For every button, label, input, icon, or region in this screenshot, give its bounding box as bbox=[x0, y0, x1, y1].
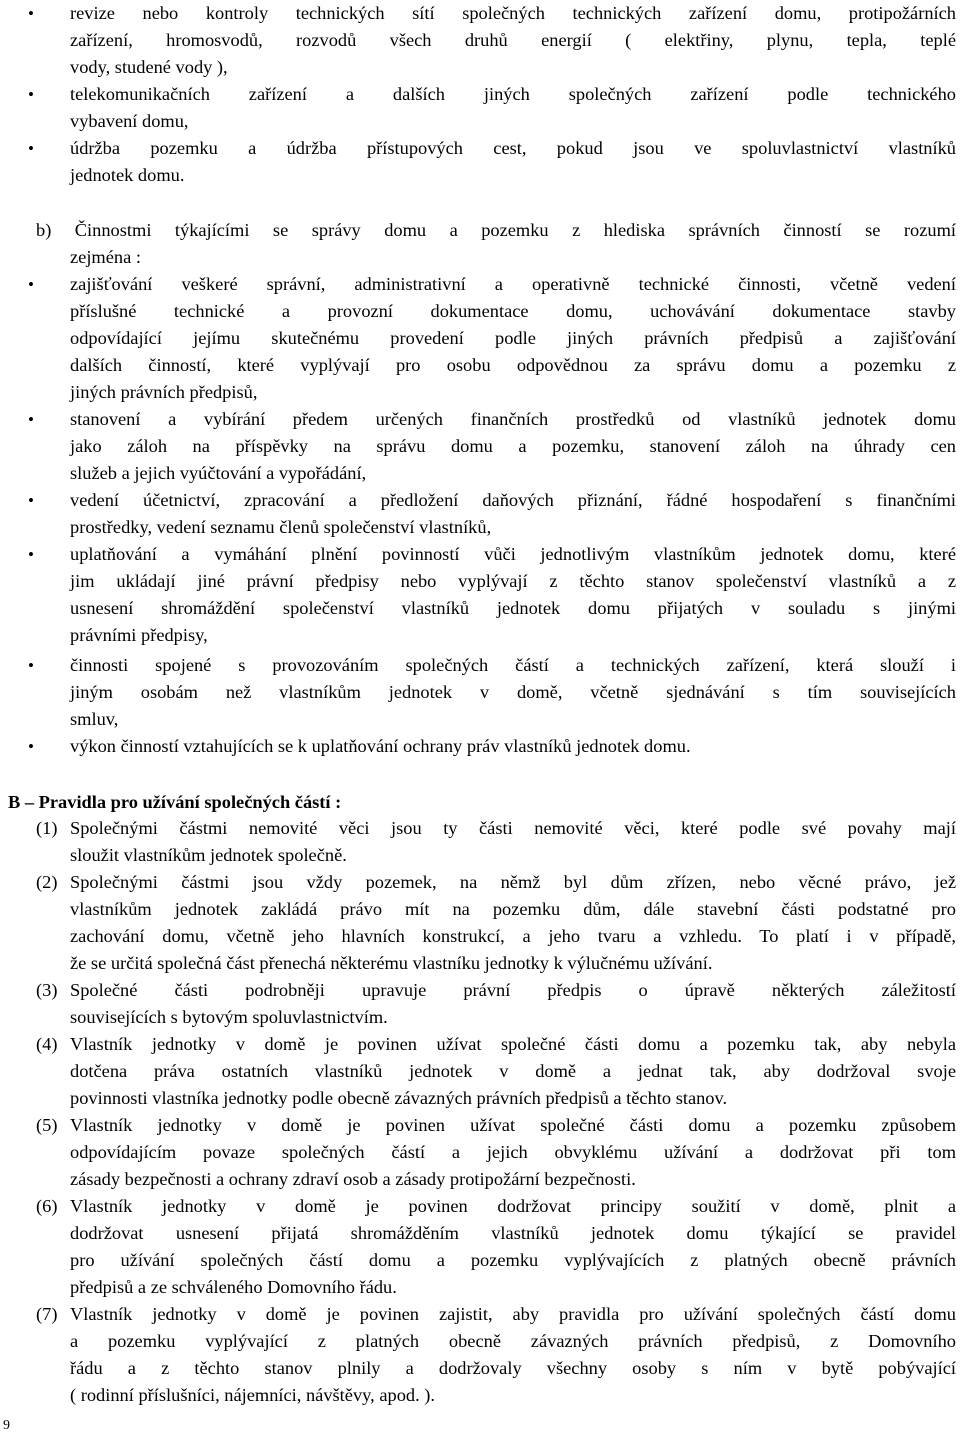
numbered-item-line: sloužit vlastníkům jednotek společně. bbox=[70, 845, 347, 865]
list-item-line: údržba pozemku a údržba přístupových cest, pokud jsou ve spoluvlastnictví vlastníků bbox=[70, 138, 956, 158]
list-item-line: odpovídající jejímu skutečnému provedení podle jiných právních předpisů a zajišťování bbox=[70, 328, 956, 348]
numbered-item-line: zásady bezpečnosti a ochrany zdraví osob a zásady protipožární bezpečnosti. bbox=[70, 1169, 636, 1189]
numbered-item-line: řádu a z těchto stanov plnily a dodržovaly všechny osoby s ním v bytě pobývající bbox=[70, 1358, 956, 1378]
numbered-item-line: pro užívání společných částí domu a pozemku vyplývajících z platných obecně právních bbox=[70, 1250, 956, 1270]
list-item-line: zajišťování veškeré správní, administrativní a operativně technické činnosti, včetně vedení bbox=[70, 274, 956, 294]
list-item-line: jako záloh na příspěvky na správu domu a pozemku, stanovení záloh na úhrady cen bbox=[70, 436, 956, 456]
list-item-line: právními předpisy, bbox=[70, 625, 208, 645]
numbered-item-line: dotčena práva ostatních vlastníků jednotek v domě a jednat tak, aby dodržoval svoje bbox=[70, 1061, 956, 1081]
bullet-icon: • bbox=[28, 656, 34, 675]
bullet-icon: • bbox=[28, 139, 34, 158]
list-item-line: smluv, bbox=[70, 709, 119, 729]
numbered-item-line: Společné části podrobněji upravuje právní předpis o úpravě některých záležitostí bbox=[70, 980, 956, 1000]
numbered-item-line: zachování domu, včetně jeho hlavních konstrukcí, a jeho tvaru a vzhledu. To platí i v případě, bbox=[70, 926, 956, 946]
item-number: (2) bbox=[36, 872, 58, 892]
numbered-item-line: Společnými částmi nemovité věci jsou ty části nemovité věci, které podle své povahy mají bbox=[70, 818, 956, 838]
list-item-line: jiným osobám než vlastníkům jednotek v domě, včetně sjednávání s tím souvisejících bbox=[70, 682, 956, 702]
section-intro: b) Činnostmi týkajícími se správy domu a pozemku z hlediska správních činností se rozumí bbox=[36, 220, 956, 240]
numbered-item-line: Vlastník jednotky v domě je povinen dodržovat principy soužití v domě, plnit a bbox=[70, 1196, 956, 1216]
list-item-line: revize nebo kontroly technických sítí společných technických zařízení domu, protipožárních bbox=[70, 3, 956, 23]
list-item-line: příslušné technické a provozní dokumentace domu, uchovávání dokumentace stavby bbox=[70, 301, 956, 321]
page-number: 9 bbox=[3, 1418, 10, 1433]
item-number: (6) bbox=[36, 1196, 58, 1216]
list-item-line: vedení účetnictví, zpracování a předložení daňových přiznání, řádné hospodaření s finančními bbox=[70, 490, 956, 510]
bullet-icon: • bbox=[28, 545, 34, 564]
list-item-line: činnosti spojené s provozováním společných částí a technických zařízení, která slouží i bbox=[70, 655, 956, 675]
bullet-icon: • bbox=[28, 410, 34, 429]
list-item-line: telekomunikačních zařízení a dalších jiných společných zařízení podle technického bbox=[70, 84, 956, 104]
bullet-icon: • bbox=[28, 491, 34, 510]
numbered-item-line: Vlastník jednotky v domě je povinen užívat společné části domu a pozemku způsobem bbox=[70, 1115, 956, 1135]
list-item-line: výkon činností vztahujících se k uplatňování ochrany práv vlastníků jednotek domu. bbox=[70, 736, 691, 756]
item-number: (5) bbox=[36, 1115, 58, 1135]
list-item-line: prostředky, vedení seznamu členů společenství vlastníků, bbox=[70, 517, 492, 537]
numbered-item-line: ( rodinní příslušníci, nájemníci, návštěvy, apod. ). bbox=[70, 1385, 436, 1405]
item-number: (1) bbox=[36, 818, 58, 838]
list-item-line: vybavení domu, bbox=[70, 111, 189, 131]
numbered-item-line: předpisů a ze schváleného Domovního řádu. bbox=[70, 1277, 397, 1297]
bullet-icon: • bbox=[28, 85, 34, 104]
item-number: (7) bbox=[36, 1304, 58, 1324]
list-item-line: jednotek domu. bbox=[70, 165, 185, 185]
list-item-line: stanovení a vybírání předem určených finančních prostředků od vlastníků jednotek domu bbox=[70, 409, 956, 429]
numbered-item-line: dodržovat usnesení přijatá shromážděním vlastníků jednotek domu týkající se pravidel bbox=[70, 1223, 956, 1243]
list-item-line: zařízení, hromosvodů, rozvodů všech druhů energií ( elektřiny, plynu, tepla, teplé bbox=[70, 30, 956, 50]
list-item-line: usnesení shromáždění společenství vlastníků jednotek domu přijatých v souladu s jinými bbox=[70, 598, 956, 618]
item-number: (4) bbox=[36, 1034, 58, 1054]
numbered-item-line: souvisejících s bytovým spoluvlastnictvím. bbox=[70, 1007, 388, 1027]
section-heading: B – Pravidla pro užívání společných částí : bbox=[8, 792, 342, 812]
numbered-item-line: odpovídajícím povaze společných částí a jejich obvyklému užívání a dodržovat při tom bbox=[70, 1142, 956, 1162]
numbered-item-line: vlastníkům jednotek zakládá právo mít na pozemku dům, dále stavební části podstatné pro bbox=[70, 899, 956, 919]
numbered-item-line: Vlastník jednotky v domě je povinen užívat společné části domu a pozemku tak, aby nebyla bbox=[70, 1034, 956, 1054]
list-item-line: dalších činností, které vyplývají pro osobu odpovědnou za správu domu a pozemku z bbox=[70, 355, 956, 375]
numbered-item-line: Společnými částmi jsou vždy pozemek, na němž byl dům zřízen, nebo věcné právo, jež bbox=[70, 872, 956, 892]
numbered-item-line: povinnosti vlastníka jednotky podle obecně závazných právních předpisů a těchto stanov. bbox=[70, 1088, 728, 1108]
numbered-item-line: a pozemku vyplývající z platných obecně závazných právních předpisů, z Domovního bbox=[70, 1331, 956, 1351]
list-item-line: jim ukládají jiné právní předpisy nebo vyplývají z těchto stanov společenství vlastníků a z bbox=[70, 571, 956, 591]
numbered-item-line: Vlastník jednotky v domě je povinen zajistit, aby pravidla pro užívání společných částí domu bbox=[70, 1304, 956, 1324]
list-item-line: jiných právních předpisů, bbox=[70, 382, 258, 402]
bullet-icon: • bbox=[28, 737, 34, 756]
list-item-line: vody, studené vody ), bbox=[70, 57, 228, 77]
bullet-icon: • bbox=[28, 4, 34, 23]
item-number: (3) bbox=[36, 980, 58, 1000]
list-item-line: služeb a jejich vyúčtování a vypořádání, bbox=[70, 463, 367, 483]
section-intro: zejména : bbox=[70, 247, 141, 267]
list-item-line: uplatňování a vymáhání plnění povinností vůči jednotlivým vlastníkům jednotek domu, které bbox=[70, 544, 956, 564]
bullet-icon: • bbox=[28, 275, 34, 294]
numbered-item-line: že se určitá společná část přenechá některému vlastníku jednotky k výlučnému užívání. bbox=[70, 953, 713, 973]
